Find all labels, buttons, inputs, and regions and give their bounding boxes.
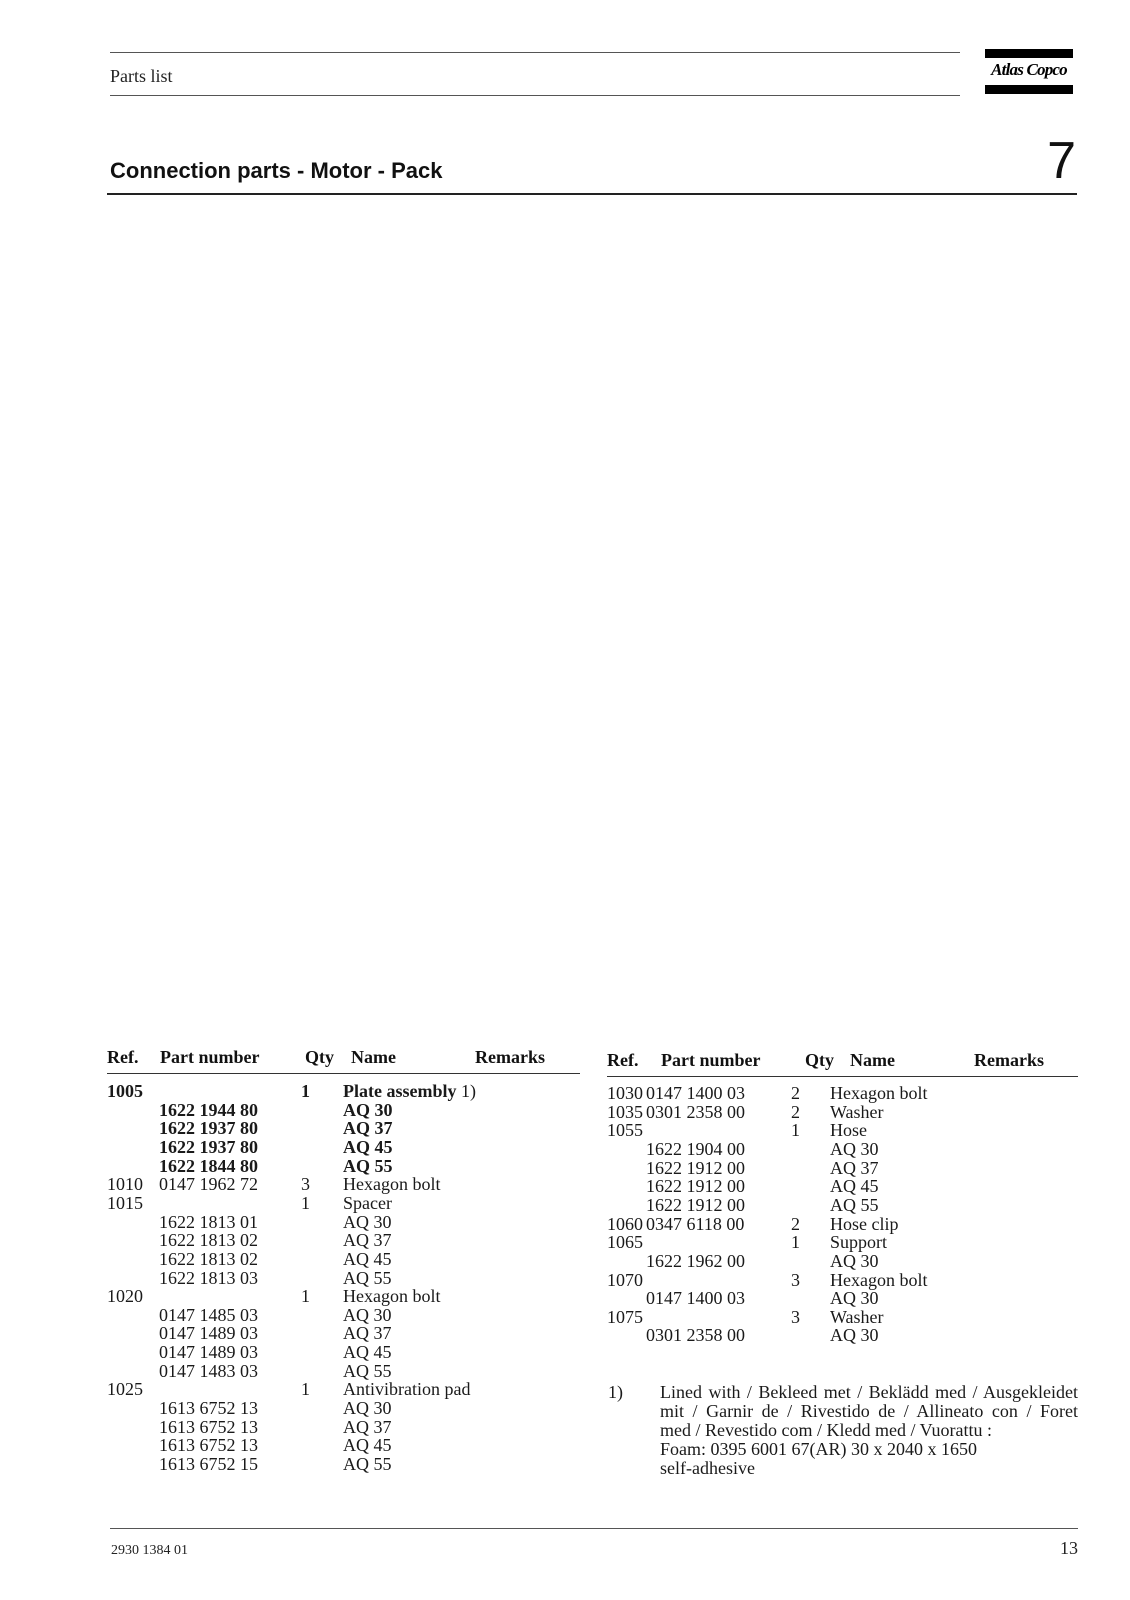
column-header-remarks: Remarks [974,1050,1044,1070]
qty-cell: 1 [791,1232,800,1253]
ref-cell: 1005 [107,1081,143,1101]
table-row [107,1343,580,1362]
part-number-cell: 1613 6752 15 [159,1454,258,1474]
item-name: AQ 45 [830,1176,879,1197]
part-number-cell: 0147 1489 03 [159,1323,258,1344]
ref-cell: 1030 [607,1083,643,1103]
table-row [107,1324,580,1343]
part-number-cell: 1622 1944 80 [159,1099,258,1120]
logo-bar-bottom [985,85,1073,94]
logo-wordmark: Atlas Copco [991,60,1067,79]
name-cell [343,1157,393,1176]
item-name: AQ 30 [830,1138,879,1159]
name-cell [343,1119,393,1138]
item-name: Hexagon bolt [343,1286,441,1307]
table-row [107,1287,580,1306]
table-row [107,1213,580,1232]
table-row [107,1269,580,1288]
table-header-rule [107,1073,580,1074]
table-row [607,1252,1078,1271]
table-row [607,1140,1078,1159]
qty-cell: 2 [791,1083,800,1103]
item-name: AQ 37 [343,1416,392,1437]
item-name: Hexagon bolt [830,1083,928,1103]
column-header-ref: Ref. [107,1047,139,1067]
name-cell [343,1343,392,1362]
table-header-rule [607,1076,1078,1077]
part-number-cell: 0147 1489 03 [159,1342,258,1363]
item-name: Washer [830,1306,884,1327]
item-name: AQ 30 [343,1398,392,1419]
table-row [107,1418,580,1437]
qty-cell: 1 [301,1081,310,1101]
table-row [107,1362,580,1381]
part-number-cell: 1622 1813 03 [159,1267,258,1288]
item-name: Hexagon bolt [830,1269,928,1290]
item-name: AQ 30 [830,1250,879,1271]
table-row [107,1399,580,1418]
part-number-cell: 1622 1904 00 [646,1138,745,1159]
header-rule-top [110,52,960,53]
item-name: AQ 37 [343,1323,392,1344]
item-name: AQ 30 [830,1288,879,1309]
item-note: 1) [456,1081,476,1101]
name-cell [830,1140,879,1159]
footnote-body [660,1383,1078,1478]
footnote-line: self-adhesive [660,1458,755,1478]
item-name: AQ 30 [343,1304,392,1325]
part-number-cell: 0147 1483 03 [159,1360,258,1381]
footer-rule [110,1528,1078,1529]
item-name: AQ 55 [343,1454,392,1474]
table-row [107,1082,580,1101]
table-row [107,1157,580,1176]
section-number: 7 [1047,132,1076,190]
table-row [607,1326,1078,1345]
column-header-part-number: Part number [661,1050,761,1070]
part-number-cell: 1613 6752 13 [159,1435,258,1456]
name-cell [830,1159,879,1178]
name-cell [343,1287,440,1306]
part-number-cell: 1622 1912 00 [646,1176,745,1197]
part-number-cell: 0147 1400 03 [646,1288,745,1309]
name-cell [343,1362,392,1381]
part-number-cell: 1622 1912 00 [646,1194,745,1215]
name-cell [343,1306,392,1325]
ref-cell: 1035 [607,1101,643,1122]
logo-bar-top [985,49,1073,58]
parts-table-right [607,1050,1078,1370]
qty-cell: 2 [791,1213,800,1234]
part-number-cell: 0301 2358 00 [646,1325,745,1346]
name-cell [343,1455,392,1474]
name-cell [830,1289,879,1308]
section-title: Connection parts - Motor - Pack [110,158,443,183]
item-name: Spacer [343,1192,392,1213]
name-cell [830,1326,879,1345]
name-cell [343,1213,392,1232]
table-row [607,1084,1078,1103]
name-cell [830,1215,898,1234]
qty-cell: 3 [301,1174,310,1195]
column-header-ref: Ref. [607,1050,639,1070]
header-rule-bottom [110,95,960,96]
item-name: AQ 37 [343,1230,392,1251]
name-cell [830,1084,927,1103]
name-cell [343,1194,392,1213]
column-header-name: Name [850,1050,895,1070]
part-number-cell: 1622 1912 00 [646,1157,745,1178]
table-row [107,1306,580,1325]
item-name: AQ 55 [343,1155,393,1176]
name-cell [343,1436,392,1455]
part-number-cell: 0147 1400 03 [646,1083,745,1103]
table-row [607,1177,1078,1196]
table-row [607,1308,1078,1327]
ref-cell: 1070 [607,1269,643,1290]
name-cell [343,1250,392,1269]
table-row [607,1271,1078,1290]
item-name: Hose [830,1120,867,1141]
qty-cell: 3 [791,1306,800,1327]
part-number-cell: 1622 1937 80 [159,1118,258,1139]
part-number-cell: 1622 1813 02 [159,1230,258,1251]
table-row [607,1289,1078,1308]
footnote-mark: 1) [608,1382,623,1402]
title-rule [107,193,1077,195]
ref-cell: 1020 [107,1286,143,1307]
table-row [607,1196,1078,1215]
name-cell [343,1324,392,1343]
name-cell [343,1175,440,1194]
table-row [107,1250,580,1269]
brand-logo [985,49,1073,94]
header-label: Parts list [110,66,173,86]
name-cell [343,1269,392,1288]
item-name: Plate assembly [343,1081,457,1101]
table-row [107,1175,580,1194]
item-name: Support [830,1232,888,1253]
column-header-name: Name [351,1047,396,1067]
item-name: AQ 37 [830,1157,879,1178]
name-cell [830,1121,867,1140]
name-cell [343,1399,392,1418]
table-row [607,1159,1078,1178]
part-number-cell: 0347 6118 00 [646,1213,745,1234]
footnote-line: Foam: 0395 6001 67(AR) 30 x 2040 x 1650 [660,1439,977,1459]
name-cell [830,1252,879,1271]
item-name: AQ 30 [830,1325,879,1346]
part-number-cell: 0147 1962 72 [159,1174,258,1195]
table-row [607,1215,1078,1234]
ref-cell: 1015 [107,1192,143,1213]
table-row [107,1380,580,1399]
ref-cell: 1010 [107,1174,143,1195]
table-row [107,1455,580,1474]
item-name: AQ 37 [343,1118,393,1139]
table-row [107,1231,580,1250]
ref-cell: 1075 [607,1306,643,1327]
part-number-cell: 0301 2358 00 [646,1101,745,1122]
table-row [107,1101,580,1120]
item-name: AQ 55 [343,1267,392,1288]
name-cell [830,1308,884,1327]
document-number: 2930 1384 01 [111,1543,188,1558]
item-name: Hexagon bolt [343,1174,441,1195]
column-header-remarks: Remarks [475,1047,545,1067]
name-cell [343,1380,470,1399]
item-name: AQ 30 [343,1099,393,1120]
item-name: AQ 45 [343,1248,392,1269]
table-row [107,1436,580,1455]
name-cell [343,1418,392,1437]
part-number-cell: 1622 1937 80 [159,1136,258,1157]
name-cell [343,1138,393,1157]
item-name: Antivibration pad [343,1379,471,1400]
name-cell [343,1231,392,1250]
qty-cell: 3 [791,1269,800,1290]
item-name: AQ 30 [343,1211,392,1232]
table-row [107,1119,580,1138]
item-name: Washer [830,1101,884,1122]
ref-cell: 1065 [607,1232,643,1253]
item-name: AQ 55 [343,1360,392,1381]
ref-cell: 1025 [107,1379,143,1400]
qty-cell: 1 [301,1192,310,1213]
table-row [607,1233,1078,1252]
footnote-line: Lined with / Bekleed met / Beklädd med / Ausgekleidet [660,1382,1078,1402]
footnote-line: med / Revestido com / Kledd med / Vuorattu : [660,1420,993,1440]
footnote-line: mit / Garnir de / Rivestido de / Allineato con / Foret [660,1401,1078,1421]
part-number-cell: 1622 1813 02 [159,1248,258,1269]
part-number-cell: 1622 1844 80 [159,1155,258,1176]
part-number-cell: 1622 1962 00 [646,1250,745,1271]
part-number-cell: 0147 1485 03 [159,1304,258,1325]
qty-cell: 1 [301,1286,310,1307]
column-header-qty: Qty [305,1047,334,1067]
ref-cell: 1060 [607,1213,643,1234]
item-name: AQ 45 [343,1342,392,1363]
table-row [607,1121,1078,1140]
part-number-cell: 1622 1813 01 [159,1211,258,1232]
name-cell [830,1177,879,1196]
table-row [607,1103,1078,1122]
name-cell [343,1101,393,1120]
item-name: Hose clip [830,1213,899,1234]
part-number-cell: 1613 6752 13 [159,1398,258,1419]
table-row [107,1194,580,1213]
item-name: AQ 45 [343,1435,392,1456]
page-number: 13 [1060,1538,1078,1558]
table-row [107,1138,580,1157]
qty-cell: 1 [301,1379,310,1400]
name-cell [830,1196,879,1215]
parts-table-left [107,1047,580,1497]
name-cell [830,1103,884,1122]
qty-cell: 2 [791,1101,800,1122]
name-cell [343,1082,476,1101]
name-cell [830,1271,927,1290]
item-name: AQ 55 [830,1194,879,1215]
name-cell [830,1233,887,1252]
column-header-part-number: Part number [160,1047,260,1067]
qty-cell: 1 [791,1120,800,1141]
column-header-qty: Qty [805,1050,834,1070]
part-number-cell: 1613 6752 13 [159,1416,258,1437]
item-name: AQ 45 [343,1136,393,1157]
ref-cell: 1055 [607,1120,643,1141]
